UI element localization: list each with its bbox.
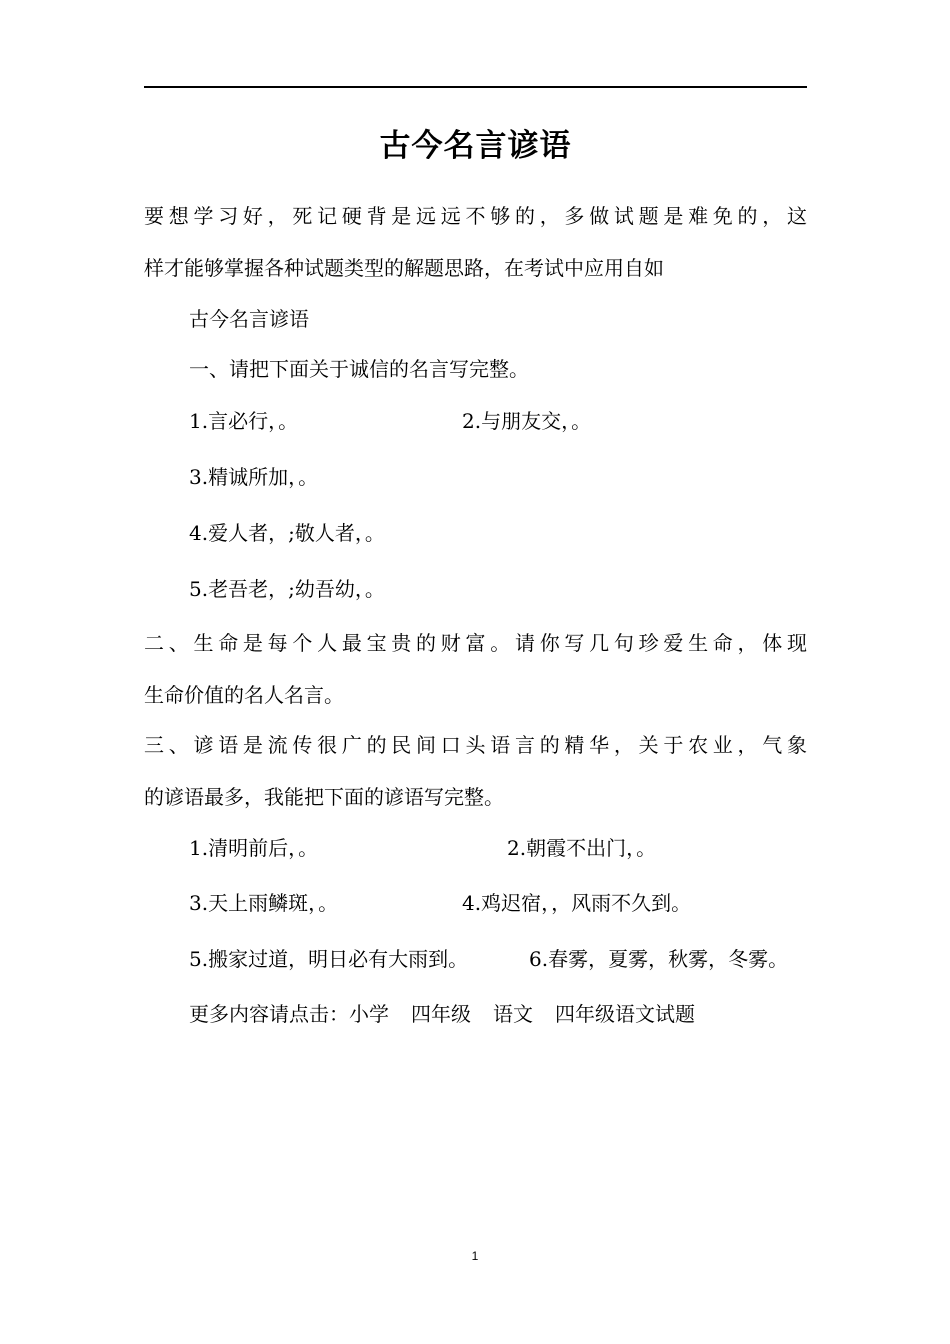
section3-item-3: 3.天上雨鳞斑，。 bbox=[189, 891, 339, 915]
section1-item-1: 1.言必行，。 bbox=[189, 409, 299, 433]
section3-item-5: 5.搬家过道，明日必有大雨到。 bbox=[189, 947, 469, 971]
intro-line-1: 要想学习好，死记硬背是远远不够的，多做试题是难免的，这 bbox=[144, 204, 807, 228]
section1-item-2: 2.与朋友交，。 bbox=[462, 409, 592, 433]
section3-line-1: 三、谚语是流传很广的民间口头语言的精华，关于农业，气象 bbox=[144, 733, 807, 757]
page-title: 古今名言谚语 bbox=[379, 128, 572, 164]
subtitle: 古今名言谚语 bbox=[189, 307, 309, 331]
intro-line-2: 样才能够掌握各种试题类型的解题思路，在考试中应用自如 bbox=[144, 256, 664, 280]
section1-item-3: 3.精诚所加，。 bbox=[189, 465, 319, 489]
link-chinese[interactable]: 语文 bbox=[493, 1002, 533, 1026]
section1-item-4: 4.爱人者，;敬人者，。 bbox=[189, 521, 385, 545]
section2-line-2: 生命价值的名人名言。 bbox=[144, 683, 344, 707]
section1-item-5: 5.老吾老，;幼吾幼，。 bbox=[189, 577, 385, 601]
link-grade-four[interactable]: 四年级 bbox=[411, 1002, 471, 1026]
page-number: 1 bbox=[471, 1249, 479, 1263]
more-links bbox=[189, 1000, 695, 1028]
section3-item-4: 4.鸡迟宿，，风雨不久到。 bbox=[462, 891, 692, 915]
section1-heading: 一、请把下面关于诚信的名言写完整。 bbox=[189, 357, 529, 381]
section3-item-6: 6.春雾，夏雾，秋雾，冬雾。 bbox=[529, 947, 789, 971]
header-rule bbox=[144, 86, 807, 88]
section3-item-2: 2.朝霞不出门，。 bbox=[507, 836, 657, 860]
link-primary-school[interactable]: 小学 bbox=[349, 1002, 389, 1026]
link-grade-four-chinese-tests[interactable]: 四年级语文试题 bbox=[555, 1002, 695, 1026]
section3-line-2: 的谚语最多，我能把下面的谚语写完整。 bbox=[144, 785, 504, 809]
more-label: 更多内容请点击： bbox=[189, 1002, 349, 1026]
section3-item-1: 1.清明前后，。 bbox=[189, 836, 319, 860]
section2-line-1: 二、生命是每个人最宝贵的财富。请你写几句珍爱生命，体现 bbox=[144, 631, 807, 655]
